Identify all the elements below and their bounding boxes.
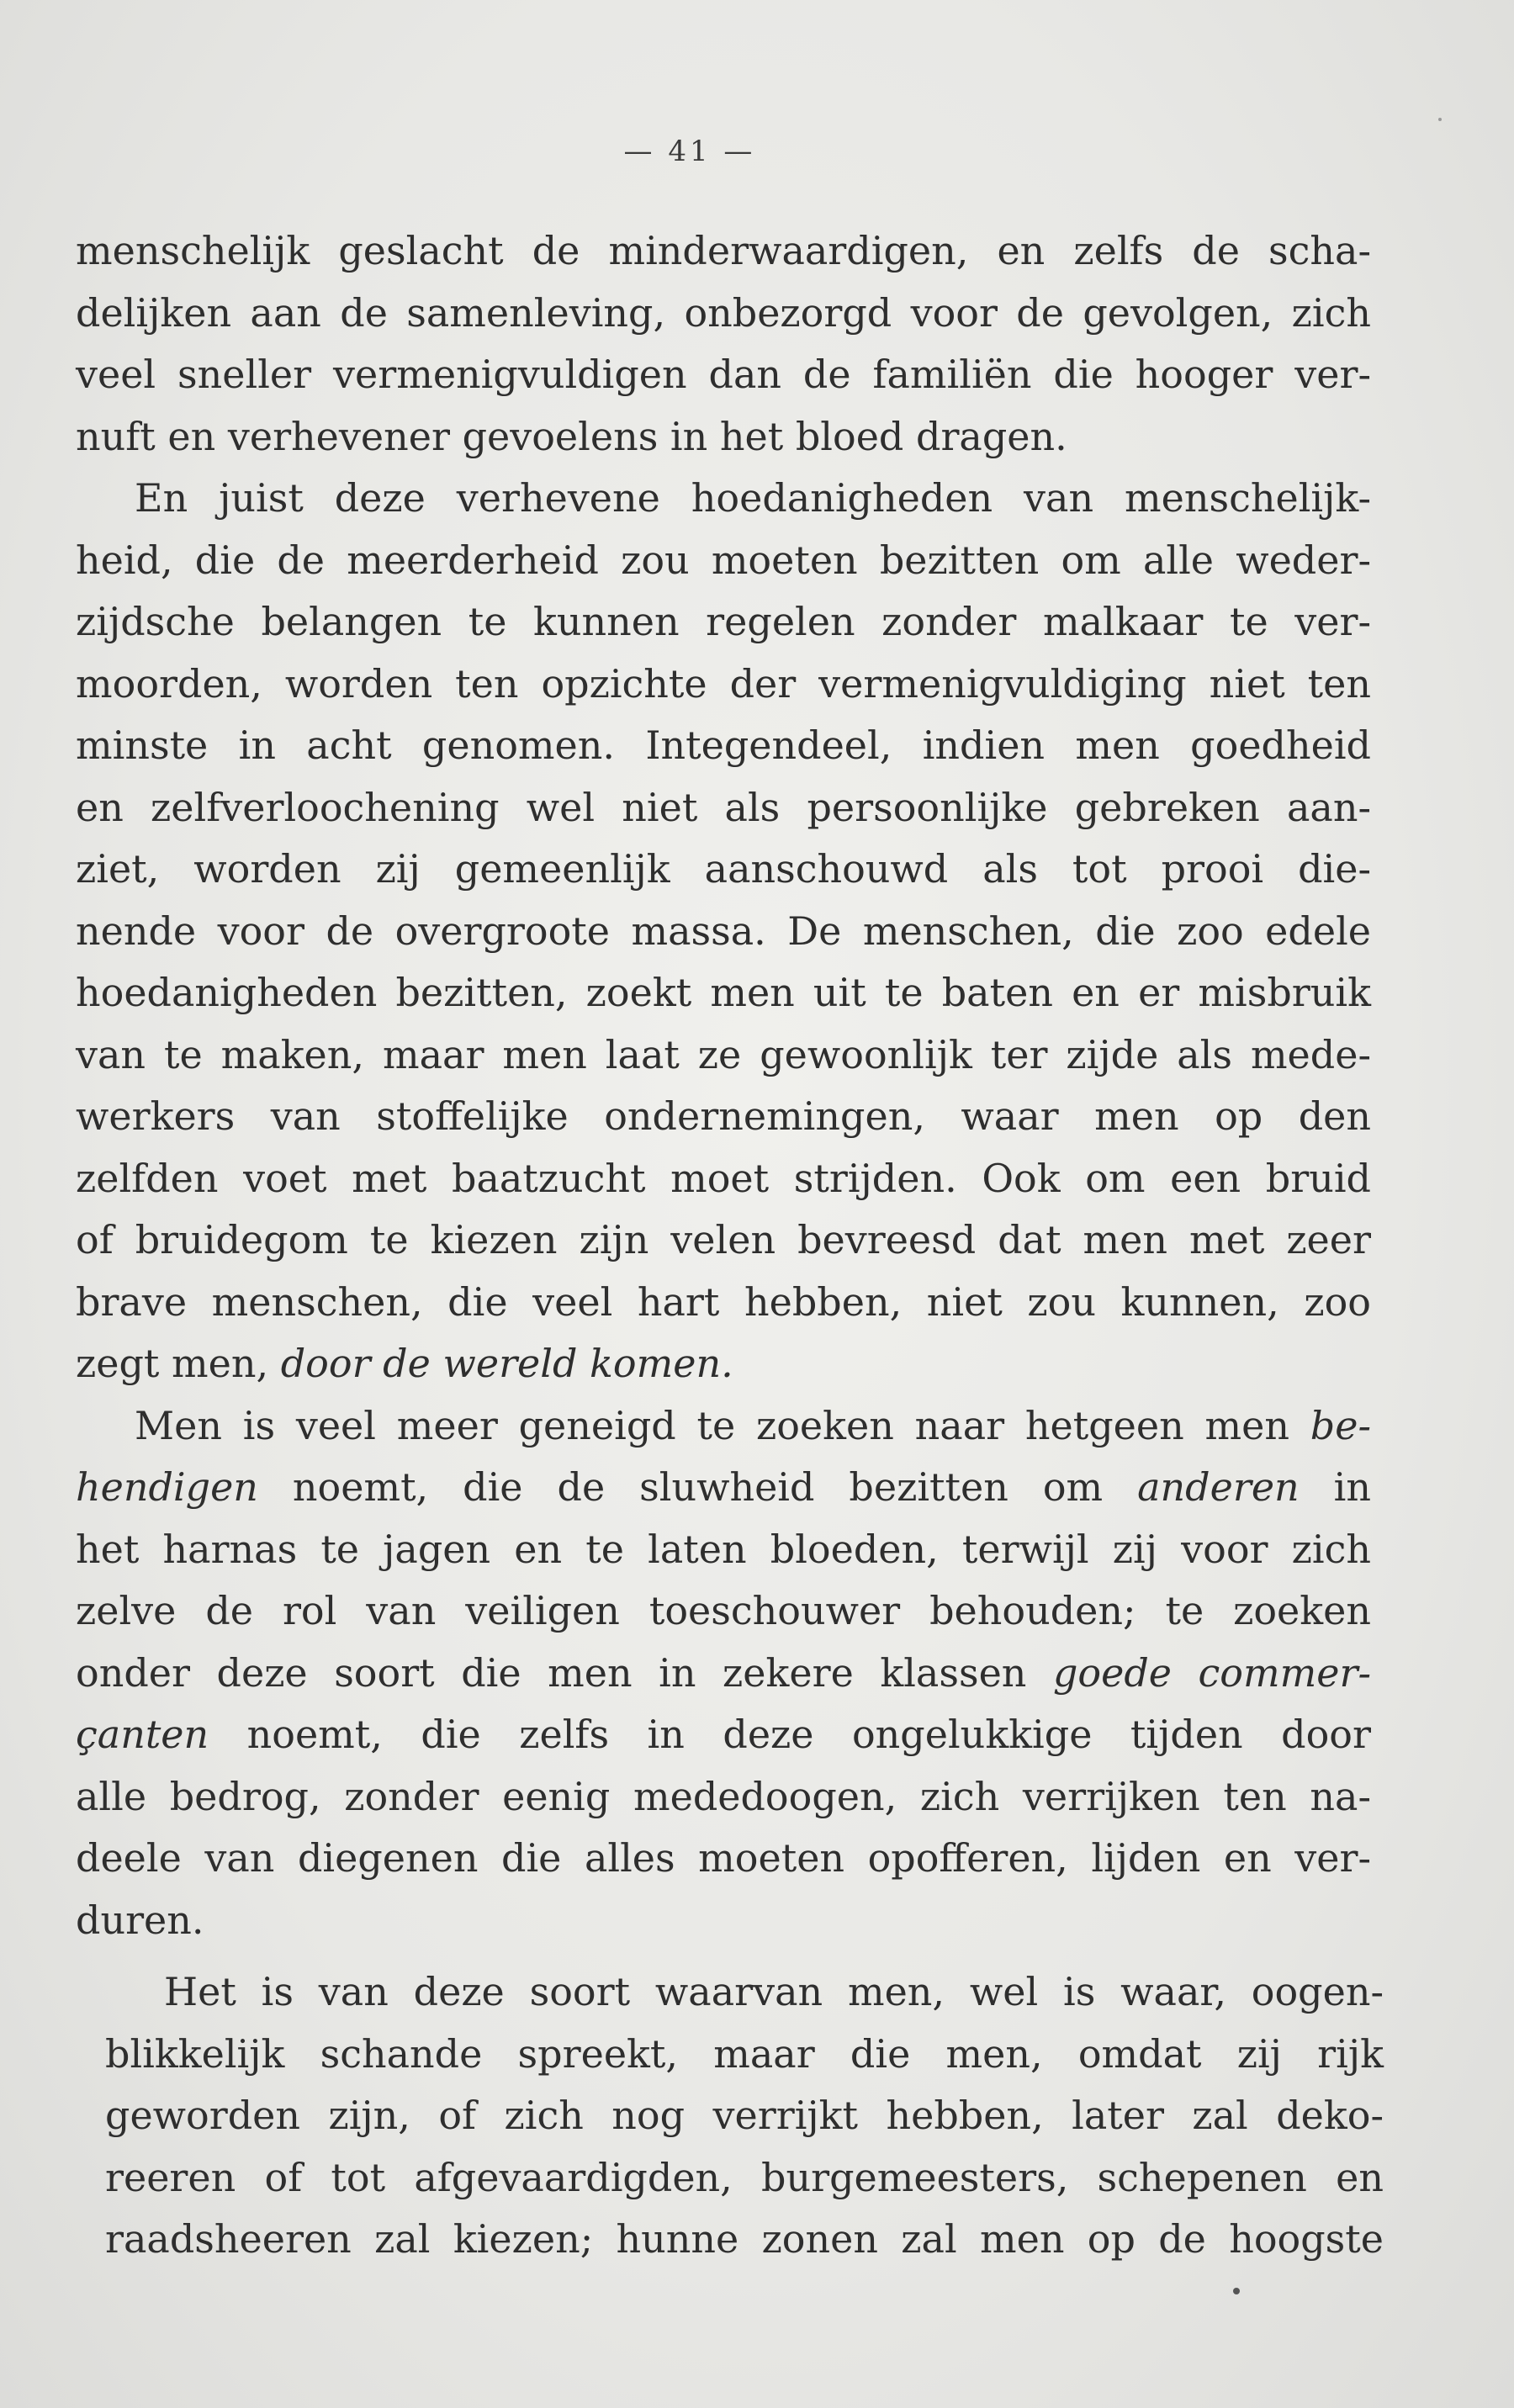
ink-speck bbox=[1438, 118, 1442, 121]
text-line: veel sneller vermenigvuldigen dan de familiën die hooger ver- bbox=[76, 352, 1371, 397]
text-line: En juist deze verhevene hoedanigheden van menschelijk- bbox=[135, 475, 1371, 521]
text-line: brave menschen, die veel hart hebben, niet zou kunnen, zoo bbox=[76, 1278, 1371, 1325]
text-line: onder deze soort die men in zekere klassen goede commer- bbox=[76, 1649, 1371, 1696]
text-line: van te maken, maar men laat ze gewoonlijk ter zijde als mede- bbox=[76, 1031, 1371, 1077]
text-line: blikkelijk schande spreekt, maar die men, omdat zij rijk bbox=[105, 2030, 1384, 2077]
ink-speck bbox=[1233, 2288, 1240, 2294]
text-line: nende voor de overgroote massa. De menschen, die zoo edele bbox=[76, 908, 1371, 954]
text-line: raadsheeren zal kiezen; hunne zonen zal men op de hoogste bbox=[105, 2216, 1384, 2262]
text-line: nuft en verhevener gevoelens in het bloed dragen. bbox=[76, 413, 1067, 459]
italic-phrase: hendigen bbox=[76, 1464, 258, 1510]
text-line: zelve de rol van veiligen toeschouwer behouden; te zoeken bbox=[76, 1588, 1371, 1633]
text-line: of bruidegom te kiezen zijn velen bevreesd dat men met zeer bbox=[76, 1217, 1371, 1262]
text-line: zelfden voet met baatzucht moet strijden. Ook om een bruid bbox=[76, 1155, 1371, 1201]
text-line: werkers van stoffelijke ondernemingen, waar men op den bbox=[76, 1093, 1371, 1139]
text-line: hoedanigheden bezitten, zoekt men uit te baten en er misbruik bbox=[76, 970, 1371, 1015]
text-line: duren. bbox=[76, 1897, 204, 1943]
text-line: moorden, worden ten opzichte der vermenigvuldiging niet ten bbox=[76, 660, 1371, 707]
page-number: — 41 — bbox=[623, 135, 756, 168]
text-line: hendigen noemt, die de sluwheid bezitten om anderen in bbox=[76, 1464, 1371, 1510]
text-line: deele van diegenen die alles moeten opofferen, lijden en ver- bbox=[76, 1835, 1371, 1881]
text-line: Het is van deze soort waarvan men, wel is waar, oogen- bbox=[164, 1969, 1384, 2014]
text-line: minste in acht genomen. Integendeel, indien men goedheid bbox=[76, 722, 1371, 768]
body-text bbox=[76, 220, 1371, 1951]
italic-phrase: çanten bbox=[76, 1712, 209, 1757]
italic-phrase: anderen bbox=[1137, 1464, 1300, 1510]
italic-phrase: door de wereld komen. bbox=[280, 1341, 733, 1386]
text-line: ziet, worden zij gemeenlijk aanschouwd als tot prooi die- bbox=[76, 846, 1371, 892]
text-line: zegt men, door de wereld komen. bbox=[76, 1341, 733, 1386]
text-line: alle bedrog, zonder eenig mededoogen, zich verrijken ten na- bbox=[76, 1773, 1371, 1819]
text-line: menschelijk geslacht de minderwaardigen, en zelfs de scha- bbox=[76, 228, 1371, 273]
text-line: çanten noemt, die zelfs in deze ongelukkige tijden door bbox=[76, 1712, 1371, 1757]
text-line: reeren of tot afgevaardigden, burgemeesters, schepenen en bbox=[105, 2154, 1384, 2200]
italic-phrase: goede commer- bbox=[1052, 1649, 1371, 1696]
text-line: delijken aan de samenleving, onbezorgd voor de gevolgen, zich bbox=[76, 289, 1371, 336]
text-line: geworden zijn, of zich nog verrijkt hebben, later zal deko- bbox=[105, 2093, 1384, 2138]
text-line: heid, die de meerderheid zou moeten bezitten om alle weder- bbox=[76, 537, 1371, 583]
text-line: Men is veel meer geneigd te zoeken naar hetgeen men be- bbox=[135, 1402, 1371, 1448]
text-line: het harnas te jagen en te laten bloeden, terwijl zij voor zich bbox=[76, 1526, 1371, 1572]
text-line: en zelfverloochening wel niet als persoonlijke gebreken aan- bbox=[76, 784, 1371, 830]
italic-phrase: be- bbox=[1310, 1402, 1371, 1448]
body-text-continued bbox=[105, 1961, 1384, 2271]
text-line: zijdsche belangen te kunnen regelen zonder malkaar te ver- bbox=[76, 599, 1371, 644]
